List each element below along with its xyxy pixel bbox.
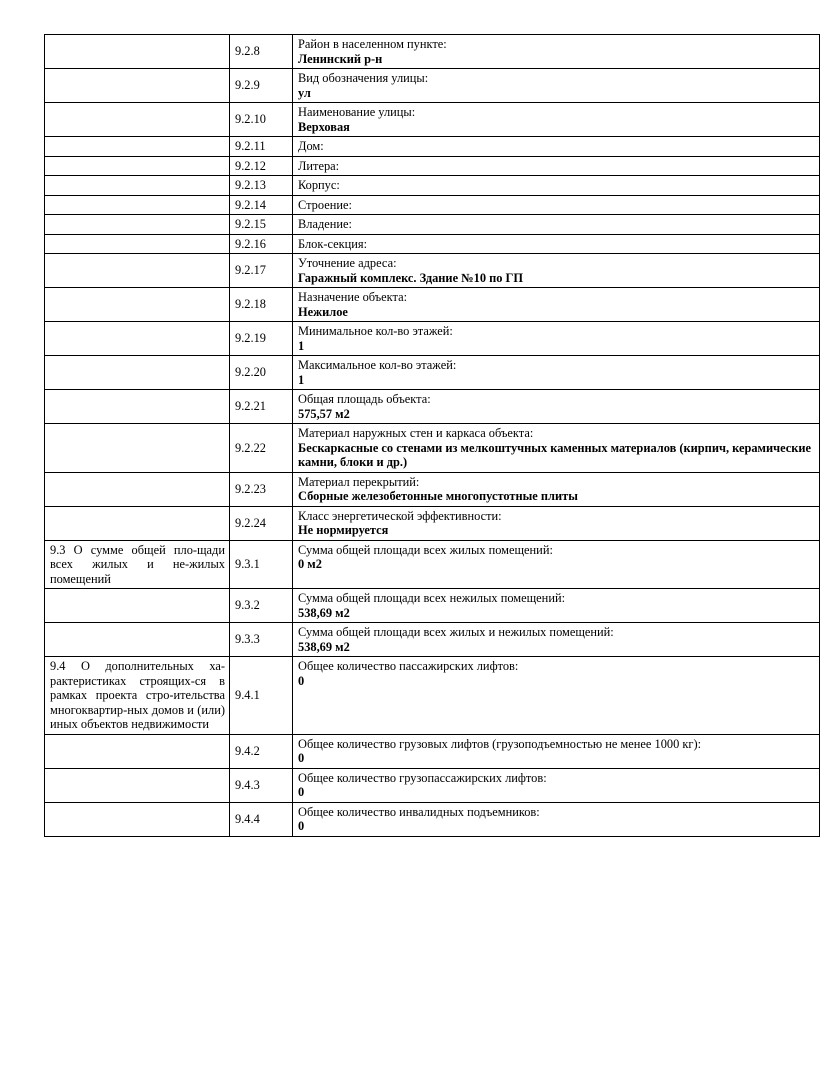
field-label: Назначение объекта: <box>298 290 408 304</box>
section-cell <box>45 156 230 176</box>
field-value: 0 <box>298 751 305 765</box>
field-label: Строение: <box>298 197 352 212</box>
section-cell <box>45 322 230 356</box>
field-label: Минимальное кол-во этажей: <box>298 324 453 338</box>
value-cell <box>293 215 820 235</box>
field-value: 538,69 м2 <box>298 605 350 620</box>
section-cell <box>45 657 230 735</box>
field-label: Сумма общей площади всех жилых и нежилых помещений: <box>298 625 614 639</box>
field-value: 0 <box>298 819 305 833</box>
table-row <box>45 657 820 735</box>
index-cell: 9.2.18 <box>230 288 293 322</box>
value-cell <box>293 734 820 768</box>
field-label: Дом: <box>298 139 324 153</box>
section-cell <box>45 802 230 836</box>
value-cell <box>293 356 820 390</box>
value-cell <box>293 137 820 157</box>
value-cell <box>293 472 820 506</box>
table-row <box>45 195 820 215</box>
table-row <box>45 734 820 768</box>
section-label: 9.4 О дополнительных ха-рактеристиках строящих-ся в рамках проекта стро-ительства многоквартир-ных домов и (или) иных объектов недвижимости <box>50 659 225 731</box>
field-label: Материал перекрытий: <box>298 474 420 489</box>
index-cell: 9.3.3 <box>230 623 293 657</box>
section-cell <box>45 506 230 540</box>
table-row <box>45 424 820 473</box>
index-cell: 9.3.1 <box>230 540 293 589</box>
table-row <box>45 288 820 322</box>
field-label: Общее количество пассажирских лифтов: <box>298 659 519 673</box>
index-cell: 9.2.15 <box>230 215 293 235</box>
section-cell <box>45 288 230 322</box>
value-cell <box>293 768 820 802</box>
field-value: 575,57 м2 <box>298 406 350 421</box>
field-value: Верховая <box>298 119 350 134</box>
section-cell <box>45 540 230 589</box>
section-cell <box>45 69 230 103</box>
field-label: Литера: <box>298 158 340 173</box>
section-cell <box>45 768 230 802</box>
field-label: Корпус: <box>298 178 340 192</box>
field-label: Вид обозначения улицы: <box>298 71 429 85</box>
field-value: 1 <box>298 372 305 387</box>
value-cell <box>293 288 820 322</box>
field-value: Сборные железобетонные многопустотные плиты <box>298 489 578 503</box>
field-value: Гаражный комплекс. Здание №10 по ГП <box>298 270 524 285</box>
section-cell <box>45 734 230 768</box>
table-row <box>45 137 820 157</box>
section-cell <box>45 472 230 506</box>
section-label: 9.3 О сумме общей пло-щади всех жилых и не-жилых помещений <box>50 542 225 586</box>
index-cell: 9.2.17 <box>230 254 293 288</box>
index-cell: 9.2.24 <box>230 506 293 540</box>
value-cell <box>293 35 820 69</box>
table-row <box>45 623 820 657</box>
field-label: Общая площадь объекта: <box>298 392 431 406</box>
field-value: 0 <box>298 785 305 799</box>
value-cell <box>293 254 820 288</box>
table-row <box>45 506 820 540</box>
section-cell <box>45 623 230 657</box>
section-cell <box>45 234 230 254</box>
table-row <box>45 215 820 235</box>
index-cell: 9.2.21 <box>230 390 293 424</box>
index-cell: 9.3.2 <box>230 589 293 623</box>
table-row <box>45 176 820 196</box>
index-cell: 9.2.19 <box>230 322 293 356</box>
field-label: Общее количество грузовых лифтов (грузоподъемностью не менее 1000 кг): <box>298 736 702 751</box>
value-cell <box>293 103 820 137</box>
value-cell <box>293 195 820 215</box>
table-body <box>45 35 820 837</box>
table-row <box>45 35 820 69</box>
field-value: 1 <box>298 338 305 353</box>
section-cell <box>45 254 230 288</box>
index-cell: 9.2.11 <box>230 137 293 157</box>
field-label: Класс энергетической эффективности: <box>298 508 502 523</box>
value-cell <box>293 506 820 540</box>
table-row <box>45 802 820 836</box>
section-cell <box>45 390 230 424</box>
field-label: Сумма общей площади всех нежилых помещений: <box>298 591 566 605</box>
field-value: ул <box>298 85 311 100</box>
section-cell <box>45 35 230 69</box>
value-cell <box>293 234 820 254</box>
section-cell <box>45 137 230 157</box>
index-cell: 9.4.4 <box>230 802 293 836</box>
field-label: Максимальное кол-во этажей: <box>298 358 457 372</box>
field-label: Владение: <box>298 217 352 231</box>
section-cell <box>45 589 230 623</box>
index-cell: 9.2.16 <box>230 234 293 254</box>
index-cell: 9.2.10 <box>230 103 293 137</box>
field-value: Бескаркасные со стенами из мелкоштучных каменных материалов (кирпич, керамические камни, блоки и др.) <box>298 440 812 469</box>
section-cell <box>45 424 230 473</box>
index-cell: 9.2.20 <box>230 356 293 390</box>
value-cell <box>293 390 820 424</box>
field-value: 538,69 м2 <box>298 639 350 654</box>
field-value: 0 м2 <box>298 557 322 571</box>
table-row <box>45 322 820 356</box>
field-label: Общее количество грузопассажирских лифтов: <box>298 770 547 785</box>
table-row <box>45 156 820 176</box>
field-label: Уточнение адреса: <box>298 256 397 270</box>
field-label: Район в населенном пункте: <box>298 37 447 51</box>
value-cell <box>293 156 820 176</box>
section-cell <box>45 103 230 137</box>
table-row <box>45 234 820 254</box>
value-cell <box>293 623 820 657</box>
value-cell <box>293 589 820 623</box>
index-cell: 9.2.22 <box>230 424 293 473</box>
field-label: Общее количество инвалидных подъемников: <box>298 804 540 819</box>
value-cell <box>293 657 820 735</box>
index-cell: 9.2.14 <box>230 195 293 215</box>
table-row <box>45 254 820 288</box>
table-row <box>45 472 820 506</box>
field-value: Ленинский р-н <box>298 51 383 66</box>
value-cell <box>293 69 820 103</box>
section-cell <box>45 195 230 215</box>
index-cell: 9.4.3 <box>230 768 293 802</box>
index-cell: 9.4.2 <box>230 734 293 768</box>
field-label: Наименование улицы: <box>298 105 416 119</box>
field-value: Не нормируется <box>298 523 389 537</box>
value-cell <box>293 540 820 589</box>
value-cell <box>293 176 820 196</box>
index-cell: 9.4.1 <box>230 657 293 735</box>
field-label: Блок-секция: <box>298 236 368 251</box>
value-cell <box>293 322 820 356</box>
value-cell <box>293 424 820 473</box>
table-row <box>45 356 820 390</box>
field-value: 0 <box>298 673 305 688</box>
table-row <box>45 69 820 103</box>
table-row <box>45 589 820 623</box>
field-label: Материал наружных стен и каркаса объекта: <box>298 426 534 440</box>
index-cell: 9.2.23 <box>230 472 293 506</box>
index-cell: 9.2.12 <box>230 156 293 176</box>
index-cell: 9.2.9 <box>230 69 293 103</box>
table-row <box>45 103 820 137</box>
field-value: Нежилое <box>298 304 348 319</box>
section-cell <box>45 176 230 196</box>
project-declaration-table <box>44 34 820 837</box>
field-label: Сумма общей площади всех жилых помещений: <box>298 542 553 557</box>
table-row <box>45 768 820 802</box>
index-cell: 9.2.13 <box>230 176 293 196</box>
table-row <box>45 390 820 424</box>
section-cell <box>45 215 230 235</box>
value-cell <box>293 802 820 836</box>
index-cell: 9.2.8 <box>230 35 293 69</box>
section-cell <box>45 356 230 390</box>
table-row <box>45 540 820 589</box>
